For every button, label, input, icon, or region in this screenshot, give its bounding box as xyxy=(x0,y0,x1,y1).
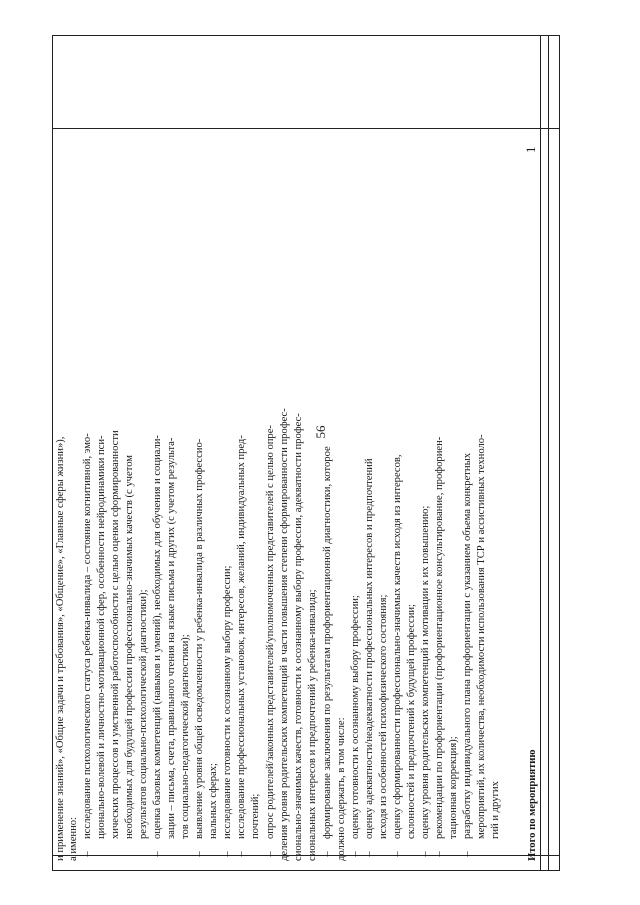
text-line: исследование психологического статуса ребенка-инвалида – состояние когнитивной, эмо- xyxy=(82,433,93,839)
dash-marker: – xyxy=(392,851,403,857)
dash-marker: – xyxy=(82,851,93,857)
text-line: сиональных интересов и предпочтений у ребенка-инвалида; xyxy=(307,589,318,861)
text-line: оценка базовых компетенций (навыков и умений), необходимых для обучения и социали- xyxy=(152,435,163,839)
dash-marker: – xyxy=(322,851,333,857)
text-line: исходя из особенностей психофизического состояния; xyxy=(378,594,389,839)
text-line: разработку индивидуального плана профориентации с указанием объема конкретных xyxy=(462,452,473,839)
text-line: оценку готовности к осознанному выбору профессии; xyxy=(350,595,361,839)
page-number: 56 xyxy=(313,425,328,439)
text-line: а именно: xyxy=(68,816,79,861)
total-label: Итого по мероприятию xyxy=(527,749,538,861)
text-line: исследование профессиональных установок, интересов, желаний, индивидуальных пред- xyxy=(236,435,247,839)
text-line: исследование готовности к осознанному выбору профессии; xyxy=(222,565,233,839)
dash-marker: – xyxy=(152,851,163,857)
text-line: рекомендации по профориентации (профориентационное консультирование, профориен- xyxy=(434,436,445,839)
text-line: тов социально-педагогической диагностики); xyxy=(180,634,191,839)
dash-marker: – xyxy=(265,851,276,857)
dash-marker: – xyxy=(194,851,205,857)
text-line: выявление уровня общей осведомленности у ребенка-инвалида в различных профессио- xyxy=(194,438,205,839)
text-line: необходимых для будущей профессии профессионально-значимых качеств (с учетом xyxy=(124,455,135,839)
text-line: и применение знаний», «Общие задачи и требования», «Общение», «Главные сферы жизни»), xyxy=(55,436,66,861)
text-line: результатов социально-психологической диагностики); xyxy=(138,589,149,839)
dash-marker: – xyxy=(222,851,233,857)
text-line: оценку сформированности профессионально-значимых качеств исходя из интересов, xyxy=(392,454,403,839)
dash-marker: – xyxy=(462,851,473,857)
text-line: хических процессов и умственной работоспособности с целью оценки сформированности xyxy=(110,430,121,839)
dash-marker: – xyxy=(364,851,375,857)
dash-marker: – xyxy=(420,851,431,857)
text-line: формирование заключения по результатам профориентационной диагностики, которое xyxy=(322,446,333,839)
text-line: сионально-значимых качеств, готовности к осознанному выбору профессии, адекватности профес- xyxy=(293,413,304,861)
text-line: мероприятий, их количества, необходимости использования ТСР и ассистивных техноло- xyxy=(476,434,487,839)
text-line: ционально-волевой и личностно-мотивационной сфер, особенности нейродинамики пси- xyxy=(96,435,107,839)
text-line: почтений; xyxy=(250,793,261,839)
text-line: оценку уровня родительских компетенций и мотивации к их повышению; xyxy=(420,505,431,839)
text-line: тационная коррекция); xyxy=(448,736,459,839)
text-line: зации – письма, счета, правильного чтения на языке письма и других (с учетом результа- xyxy=(166,437,177,839)
row-divider xyxy=(548,35,549,871)
procedure-text xyxy=(54,37,540,869)
text-line: склонностей и предпочтений к будущей профессии; xyxy=(406,604,417,839)
dash-marker: – xyxy=(236,851,247,857)
text-line: гий и других xyxy=(490,781,501,839)
text-line: деления уровня родительских компетенций в части повышения степени сформированности профес- xyxy=(279,408,290,861)
text-line: должно содержать, в том числе: xyxy=(336,717,347,861)
row-divider xyxy=(540,35,541,871)
text-line: нальных сферах; xyxy=(208,763,219,839)
dash-marker: – xyxy=(434,851,445,857)
text-line: оценку адекватности/неадекватности профессиональных интересов и предпочтений xyxy=(364,458,375,839)
dash-marker: – xyxy=(350,851,361,857)
total-value: 1 xyxy=(523,146,538,153)
text-line: опрос родителей/законных представителей/уполномоченных представителей с целью опре- xyxy=(265,425,276,839)
